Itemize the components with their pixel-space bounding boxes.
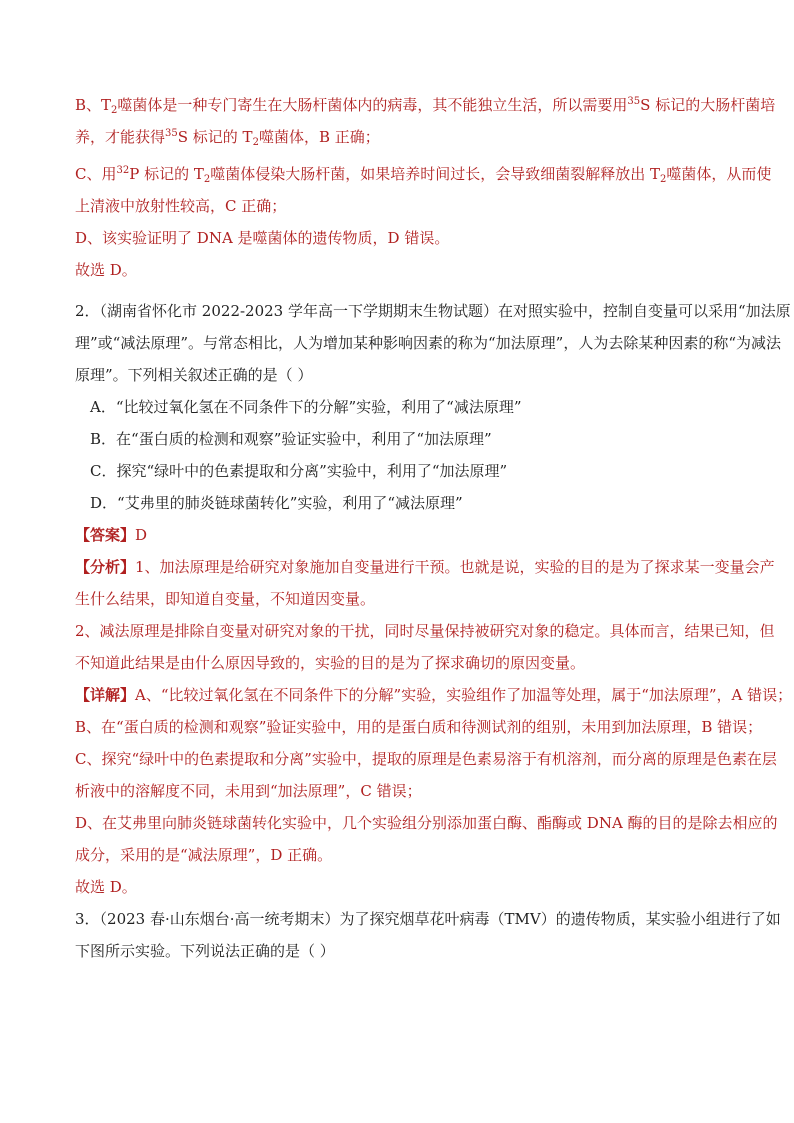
text-line (75, 781, 422, 801)
text-line (75, 685, 792, 705)
text-line (75, 941, 335, 961)
text-line (75, 301, 791, 321)
text-run: 故选 D。 (75, 878, 137, 896)
text-line (75, 909, 781, 929)
text-run: C、用 (75, 165, 117, 183)
text-run: 35 (165, 128, 178, 139)
text-line (75, 196, 286, 216)
text-run: 下图所示实验。下列说法正确的是（ ） (75, 942, 335, 960)
text-run: 养，才能获得 (75, 128, 166, 146)
text-run: 生什么结果，即知道自变量，不知道因变量。 (75, 590, 376, 608)
text-line (75, 717, 762, 737)
text-run: 1、加法原理是给研究对象施加自变量进行干预。也就是说，实验的目的是为了探求某一变量会产 (135, 558, 775, 576)
text-run: 32 (116, 165, 130, 176)
text-line (75, 525, 147, 545)
text-line (75, 95, 775, 115)
text-run: 故选 D。 (75, 261, 137, 279)
text-run: 析液中的溶解度不同，未用到“加法原理”，C 错误； (75, 782, 422, 800)
text-run: S 标记的大肠杆菌培 (640, 96, 776, 114)
text-line (75, 653, 585, 673)
text-run: 35 (627, 96, 641, 107)
section-tag: 【分析】 (75, 558, 136, 576)
text-line (75, 127, 380, 147)
text-run: 不知道此结果是由什么原因导致的，实验的目的是为了探求确切的原因变量。 (75, 654, 586, 672)
text-run: B．在“蛋白质的检测和观察”验证实验中，利用了“加法原理” (90, 430, 492, 448)
text-run: C、探究“绿叶中的色素提取和分离”实验中，提取的原理是色素易溶于有机溶剂，而分离的原理是色素在层 (75, 750, 777, 768)
text-line (75, 557, 775, 577)
text-line (75, 589, 375, 609)
text-line (75, 845, 332, 865)
section-tag: 【详解】 (75, 686, 136, 704)
text-line (75, 260, 137, 280)
text-line (75, 813, 778, 833)
text-line (75, 228, 449, 248)
text-line (75, 164, 771, 184)
text-run: D．“艾弗里的肺炎链球菌转化”实验，利用了“减法原理” (90, 494, 463, 512)
section-tag: 【答案】 (75, 526, 136, 544)
text-run: 噬菌体，从而使 (666, 165, 772, 183)
text-line (75, 365, 312, 385)
text-line (90, 493, 463, 513)
text-run: C．探究“绿叶中的色素提取和分离”实验中，利用了“加法原理” (90, 462, 508, 480)
text-line (75, 749, 777, 769)
text-line (75, 333, 781, 353)
text-run: 噬菌体，B 正确； (258, 128, 380, 146)
text-run: 理”或“减法原理”。与常态相比，人为增加某种影响因素的称为“加法原理”，人为去除某种因素的称“为减法 (75, 334, 782, 352)
text-run: 噬菌体是一种专门寄生在大肠杆菌体内的病毒，其不能独立生活，所以需要用 (117, 96, 628, 114)
text-run: D、该实验证明了 DNA 是噬菌体的遗传物质，D 错误。 (75, 229, 450, 247)
text-run: A、“比较过氧化氢在不同条件下的分解”实验，实验组作了加温等处理，属于“加法原理”，A 错误； (135, 686, 793, 704)
text-run: 噬菌体侵染大肠杆菌，如果培养时间过长，会导致细菌裂解释放出 T (210, 165, 661, 183)
text-run: B、在“蛋白质的检测和观察”验证实验中，用的是蛋白质和待测试剂的组别，未用到加法原理，B 错误； (75, 718, 763, 736)
text-line (90, 397, 522, 417)
text-line (90, 461, 507, 481)
text-run: D (135, 526, 148, 544)
text-run: 上清液中放射性较高，C 正确； (75, 197, 287, 215)
text-run: P 标记的 T (129, 165, 204, 183)
text-run: 2 (660, 174, 667, 185)
text-run: B、T (75, 96, 112, 114)
text-run: 2 (111, 105, 118, 116)
text-run: S 标记的 T (177, 128, 253, 146)
text-run: 成分，采用的是“减法原理”，D 正确。 (75, 846, 333, 864)
text-line (90, 429, 492, 449)
text-run: A．“比较过氧化氢在不同条件下的分解”实验，利用了“减法原理” (90, 398, 522, 416)
text-run: 2．（湖南省怀化市 2022-2023 学年高一下学期期末生物试题）在对照实验中，控制自变量可以采用“加法原 (75, 302, 791, 320)
text-line (75, 877, 137, 897)
text-run: D、在艾弗里向肺炎链球菌转化实验中，几个实验组分别添加蛋白酶、酯酶或 DNA 酶的目的是除去相应的 (75, 814, 778, 832)
text-run: 原理”。下列相关叙述正确的是（ ） (75, 366, 313, 384)
text-run: 2、减法原理是排除自变量对研究对象的干扰，同时尽量保持被研究对象的稳定。具体而言，结果已知，但 (75, 622, 775, 640)
text-run: 2 (252, 137, 259, 148)
text-line (75, 621, 775, 641)
text-run: 2 (203, 174, 211, 185)
text-run: 3．（2023 春·山东烟台·高一统考期末）为了探究烟草花叶病毒（TMV）的遗传物质，某实验小组进行了如 (75, 910, 781, 928)
